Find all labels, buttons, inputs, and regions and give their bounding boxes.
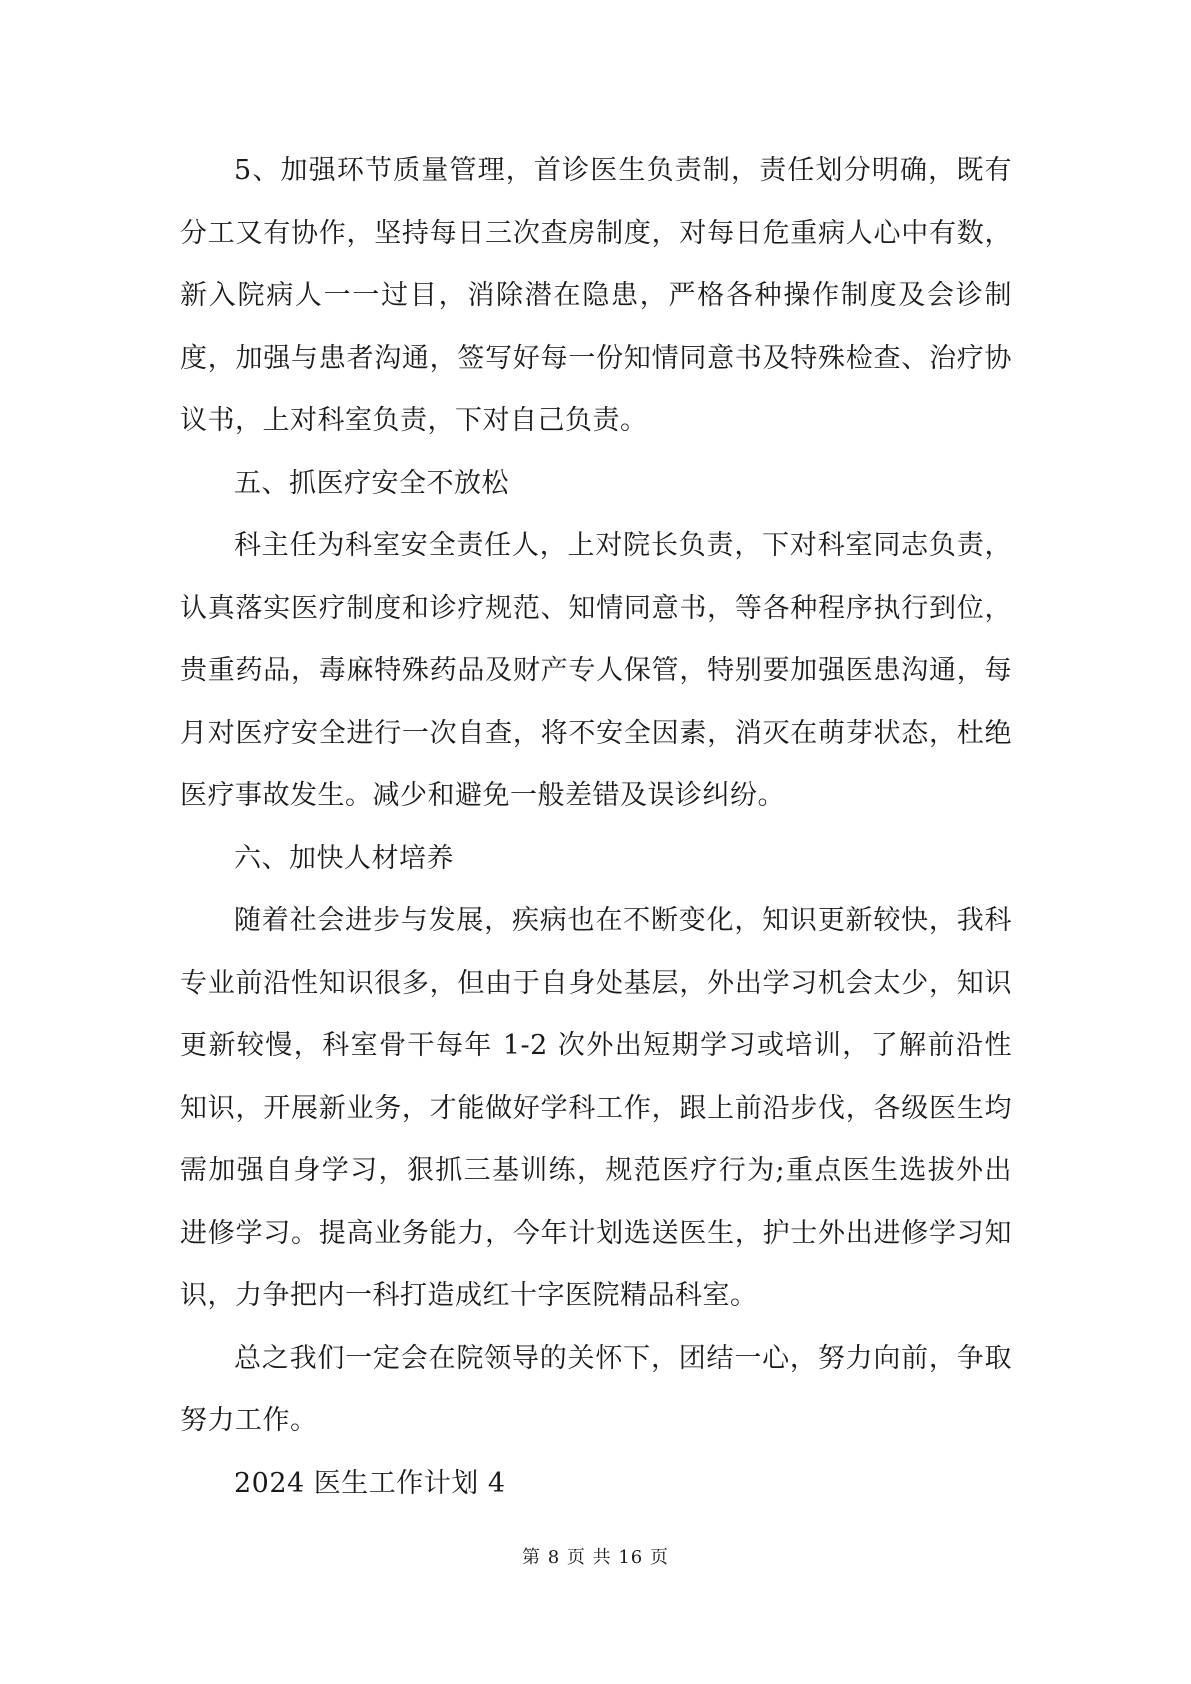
section-heading-talent-training: 六、加快人材培养 <box>234 842 454 874</box>
paragraph-conclusion: 总之我们一定会在院领导的关怀下，团结一心，努力向前，争取努力工作。 <box>180 1342 1012 1436</box>
paragraph-quality-management: 5、加强环节质量管理，首诊医生负责制，责任划分明确，既有分工又有协作，坚持每日三次查房制度，对每日危重病人心中有数，新入院病人一一过目，消除潜在隐患，严格各种操作制度及会诊制度，加强与患者沟通，签写好每一份知情同意书及特殊检查、治疗协议书，上对科室负责，下对自己负责。 <box>180 155 1012 436</box>
paragraph-medical-safety: 科主任为科室安全责任人，上对院长负责，下对科室同志负责，认真落实医疗制度和诊疗规范、知情同意书，等各种程序执行到位，贵重药品，毒麻特殊药品及财产专人保管，特别要加强医患沟通，每月对医疗安全进行一次自查，将不安全因素，消灭在萌芽状态，杜绝医疗事故发生。减少和避免一般差错及误诊纠纷。 <box>180 530 1012 811</box>
page-body <box>180 140 1012 1515</box>
page-number-footer: 第 8 页 共 16 页 <box>522 1547 669 1568</box>
section-heading-plan-4: 2024 医生工作计划 4 <box>234 1467 506 1499</box>
paragraph-talent-training: 随着社会进步与发展，疾病也在不断变化，知识更新较快，我科专业前沿性知识很多，但由于自身处基层，外出学习机会太少，知识更新较慢，科室骨干每年 1-2 次外出短期学习或培训，了解前沿性知识，开展新业务，才能做好学科工作，跟上前沿步伐，各级医生均需加强自身学习，狠抓三基训练，规范医疗行为;重点医生选拔外出进修学习。提高业务能力，今年计划选送医生，护士外出进修学习知识，力争把内一科打造成红十字医院精品科室。 <box>180 905 1012 1311</box>
section-heading-medical-safety: 五、抓医疗安全不放松 <box>234 467 509 499</box>
